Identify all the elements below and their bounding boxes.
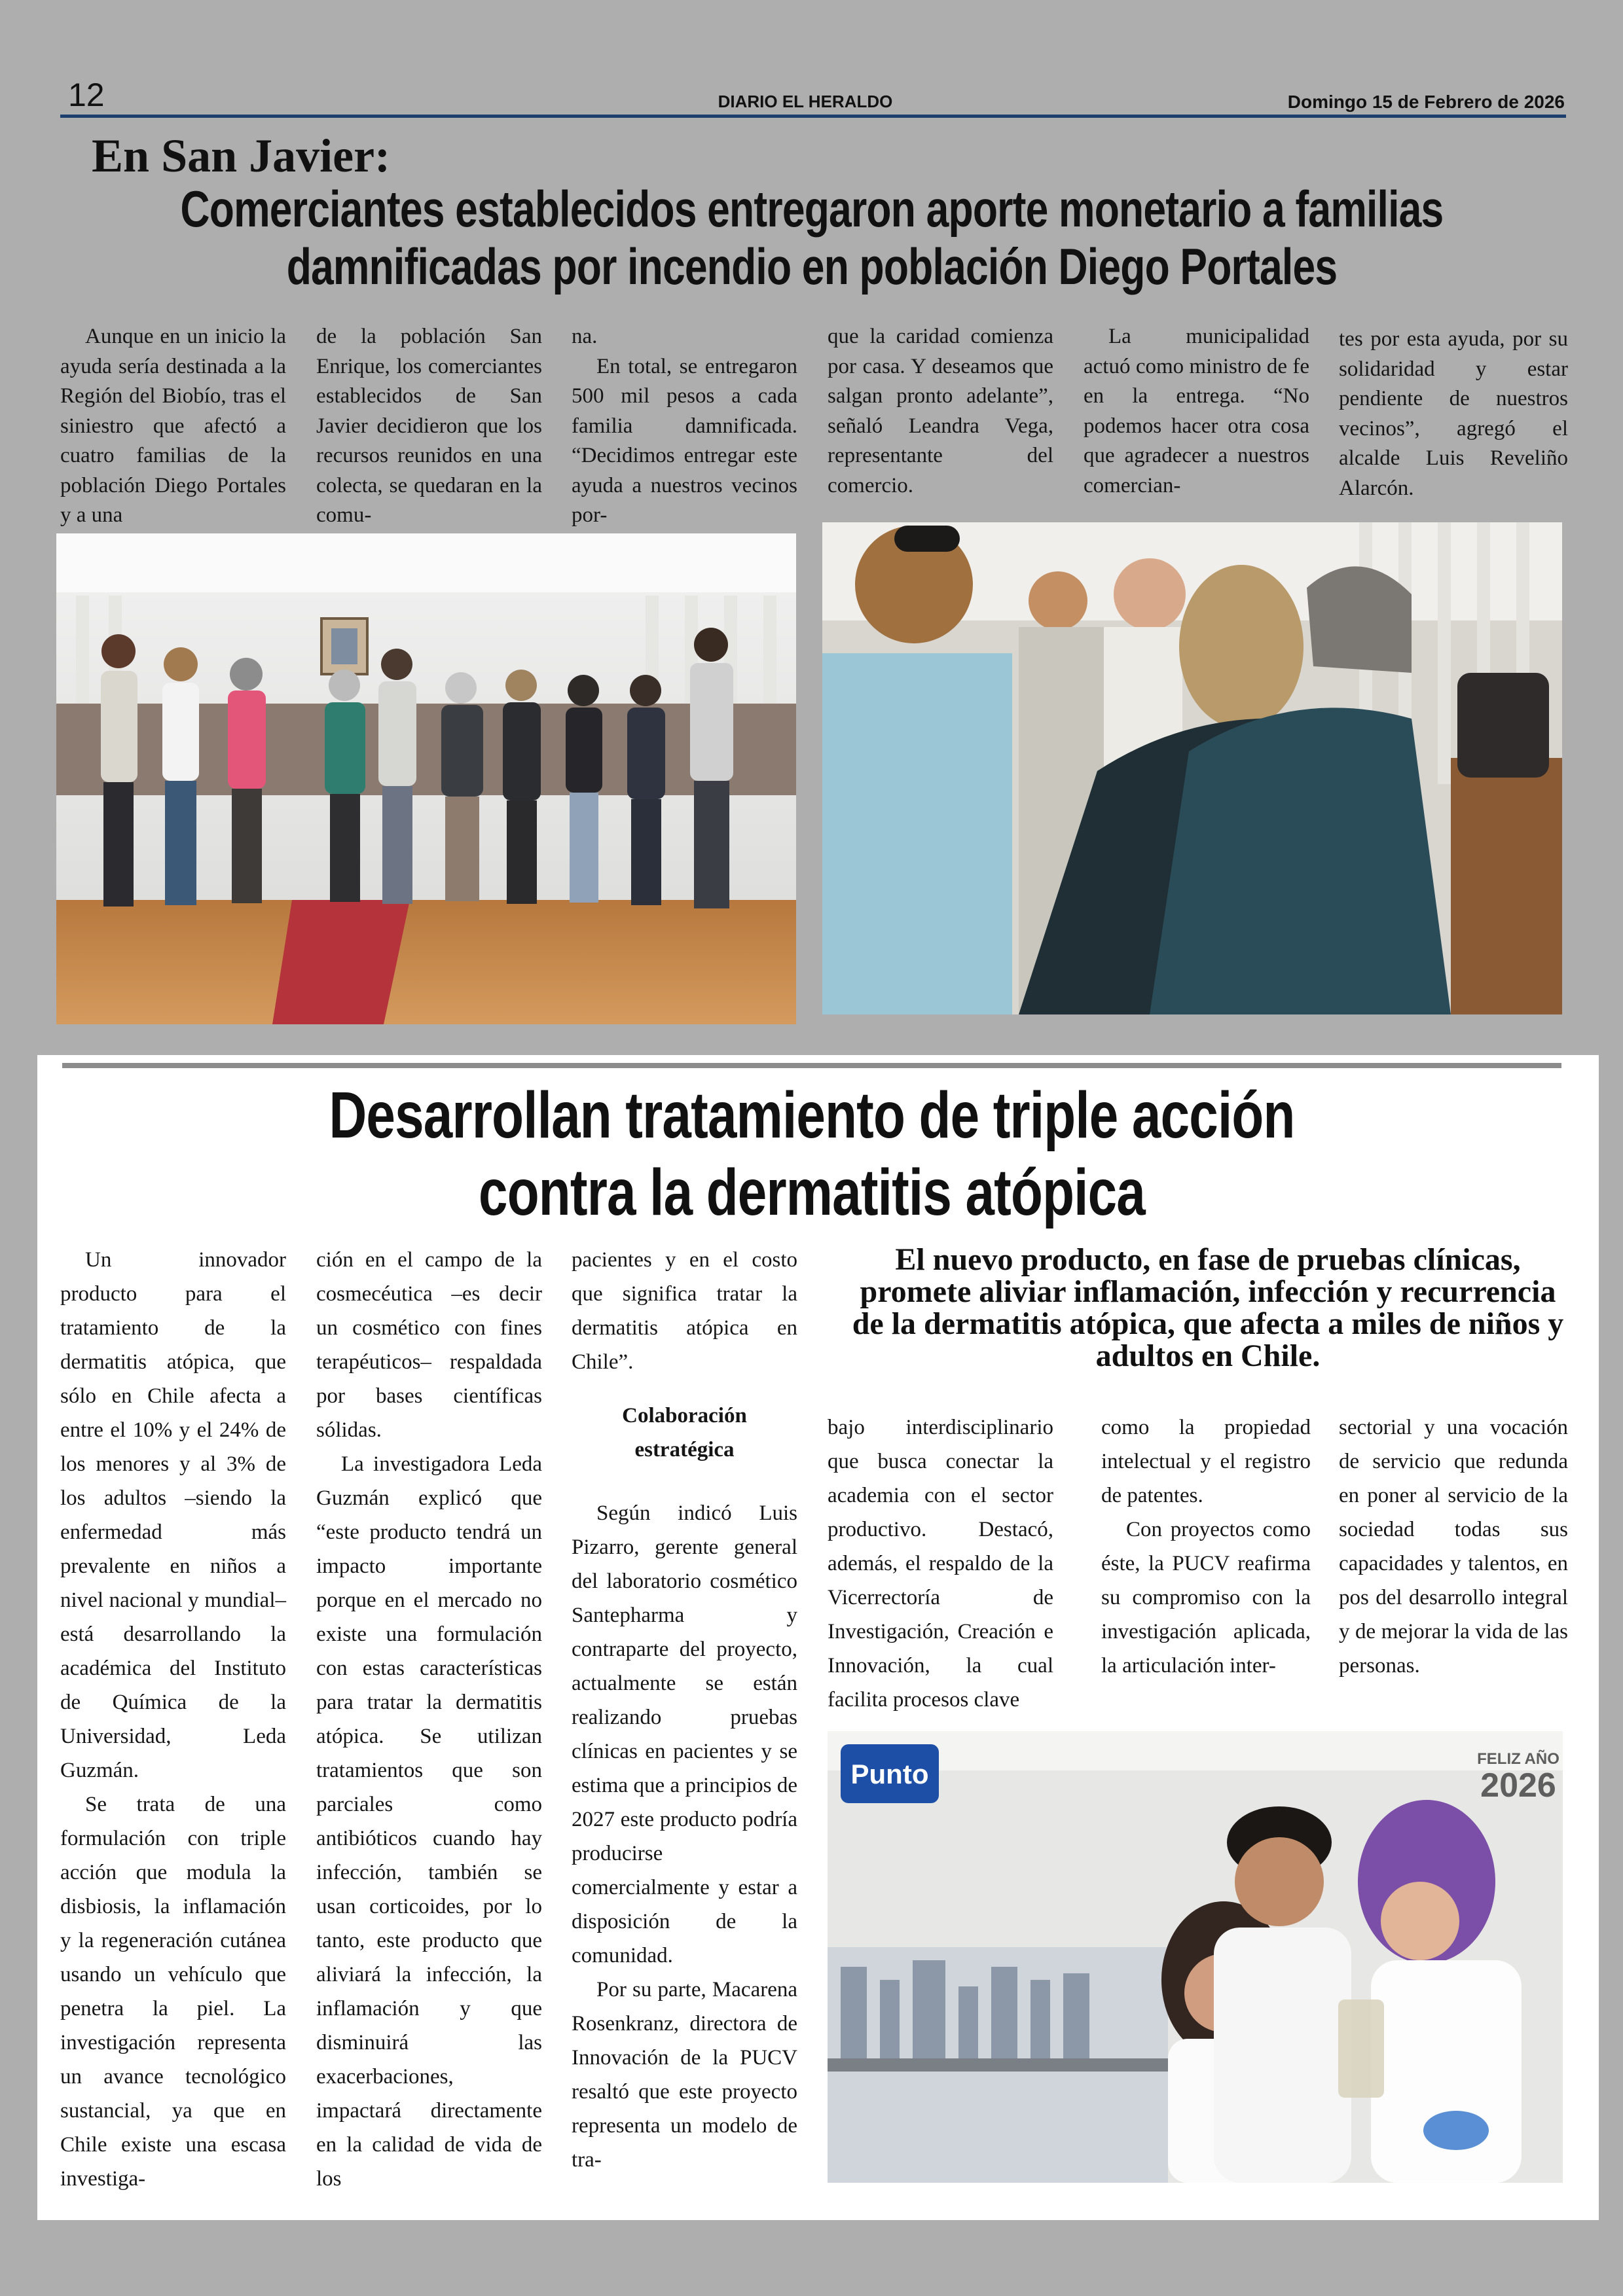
article1-paragraph: tes por esta ayuda, por su solidaridad y estar pendiente de nuestros vecinos”, agregó el alcalde Luis Reveliño Alarcón. bbox=[1339, 327, 1568, 500]
header-rule bbox=[60, 115, 1566, 118]
article1-column-2 bbox=[316, 322, 542, 531]
issue-date: Domingo 15 de Febrero de 2026 bbox=[1287, 92, 1565, 112]
article1-column-6 bbox=[1339, 325, 1568, 503]
article2-headline-line2: contra la dermatitis atópica bbox=[479, 1156, 1145, 1229]
article2-paragraph: pacientes y en el costo que significa tratar la dermatitis atópica en Chile”. bbox=[572, 1248, 797, 1374]
page-number: 12 bbox=[68, 77, 105, 113]
article1-headline-line1: Comerciantes establecidos entregaron aporte monetario a familias bbox=[180, 180, 1444, 238]
article2-paragraph: Por su parte, Macarena Rosenkranz, directora de Innovación de la PUCV resaltó que este proyecto representa un modelo de tra- bbox=[572, 1978, 797, 2172]
article2-column-6 bbox=[1339, 1410, 1568, 1683]
article2-subhead: Colaboración bbox=[622, 1404, 747, 1427]
article2-paragraph: Según indicó Luis Pizarro, gerente general del laboratorio cosmético Santepharma y contraparte del proyecto, actualmente se están realizando pruebas clínicas en pacientes y se estima que a principios de 2027 este producto podría producirse comercialmente y estar a disposición de la comunidad. bbox=[572, 1501, 797, 1967]
person bbox=[101, 634, 137, 906]
article1-kicker: En San Javier: bbox=[92, 130, 391, 182]
article2-paragraph: sectorial y una vocación de servicio que redunda en poner al servicio de la sociedad todas sus capacidades y talentos, en pos del desarrollo integral y de mejorar la vida de las personas. bbox=[1339, 1416, 1568, 1677]
article2-headline-line1: Desarrollan tratamiento de triple acción bbox=[329, 1079, 1295, 1152]
article2-column-1 bbox=[60, 1243, 286, 2196]
article2-paragraph: ción en el campo de la cosmecéutica –es decir un cosmético con fines terapéuticos– respaldada por bases científicas sólidas. bbox=[316, 1248, 542, 1442]
article1-headline bbox=[173, 180, 1451, 295]
newspaper-name: DIARIO EL HERALDO bbox=[718, 92, 893, 111]
article1-paragraph: na. bbox=[572, 325, 598, 348]
article1-headline-line2: damnificadas por incendio en población Diego Portales bbox=[286, 238, 1338, 295]
photo-badge-line2: 2026 bbox=[1480, 1767, 1556, 1804]
article1-paragraph: En total, se entregaron 500 mil pesos a cada familia damnificada. “Decidimos entregar este ayuda a nuestros vecinos por- bbox=[572, 354, 797, 527]
article2-paragraph: Un innovador producto para el tratamiento de la dermatitis atópica, que sólo en Chile afecta a entre el 10% y el 24% de los menores y al 3% de los adultos –siendo la enfermedad más prevalente en niños a nivel nacional y mundial– está desarrollando la académica del Instituto de Química de la Universidad, Leda Guzmán. bbox=[60, 1248, 286, 1782]
article2-column-3 bbox=[572, 1243, 797, 2177]
article2-paragraph: bajo interdisciplinario que busca conectar la academia con el sector productivo. Destacó, además, el respaldo de la Vicerrectoría de Investigación, Creación e Innovación, la cual facilita procesos clave bbox=[828, 1416, 1053, 1712]
article2-deck: El nuevo producto, en fase de pruebas clínicas, promete aliviar inflamación, infección y recurrencia de la dermatitis atópica, que afecta a miles de niños y adultos en Chile. bbox=[852, 1242, 1564, 1373]
photo-group-donation bbox=[56, 533, 796, 1024]
photo-embrace bbox=[822, 522, 1562, 1014]
article1-column-4 bbox=[828, 322, 1053, 501]
punto-logo-text: Punto bbox=[850, 1759, 929, 1789]
article1-paragraph: que la caridad comienza por casa. Y deseamos que salgan pronto adelante”, señaló Leandra Vega, representante del comercio. bbox=[828, 325, 1053, 497]
article1-column-1 bbox=[60, 322, 286, 531]
article1-paragraph: La municipalidad actuó como ministro de fe en la entrega. “No podemos hacer otra cosa que agradecer a nuestros comercian- bbox=[1084, 325, 1309, 497]
article2-headline bbox=[173, 1077, 1451, 1231]
article1-paragraph: Aunque en un inicio la ayuda sería destinada a la Región del Biobío, tras el siniestro que afectó a cuatro familias de la población Diego Portales y a una bbox=[60, 325, 286, 527]
article2-column-4 bbox=[828, 1410, 1053, 1717]
article2-paragraph: Con proyectos como éste, la PUCV reafirma su compromiso con la investigación aplicada, la articulación inter- bbox=[1101, 1518, 1311, 1677]
article2-paragraph: Se trata de una formulación con triple acción que modula la disbiosis, la inflamación y la regeneración cutánea usando un vehículo que penetra la piel. La investigación representa un avance tecnológico sustancial, ya que en Chile existe una escasa investiga- bbox=[60, 1793, 286, 2191]
article2-subhead: estratégica bbox=[634, 1438, 735, 1462]
article2-column-5 bbox=[1101, 1410, 1311, 1683]
article2-paragraph: La investigadora Leda Guzmán explicó que “este producto tendrá un impacto importante porque en el mercado no existe una formulación con estas características para tratar la dermatitis atópica. Se utilizan tratamientos que son parciales como antibióticos cuando hay infección, también se usan corticoides, por lo tanto, este producto que aliviará la infección, la inflamación y que disminuirá las exacerbaciones, impactará directamente en la calidad de vida de los bbox=[316, 1452, 542, 2191]
photo-badge-line1: FELIZ AÑO bbox=[1477, 1750, 1559, 1768]
article2-paragraph: como la propiedad intelectual y el registro de patentes. bbox=[1101, 1416, 1311, 1507]
article2-rule bbox=[62, 1063, 1561, 1068]
article1-paragraph: de la población San Enrique, los comerciantes establecidos de San Javier decidieron que los recursos reunidos en una colecta, se quedaran en la comu- bbox=[316, 325, 542, 527]
article1-column-3 bbox=[572, 322, 797, 531]
article2-column-2 bbox=[316, 1243, 542, 2196]
photo-laboratory bbox=[828, 1731, 1563, 2183]
article1-column-5 bbox=[1084, 322, 1309, 501]
